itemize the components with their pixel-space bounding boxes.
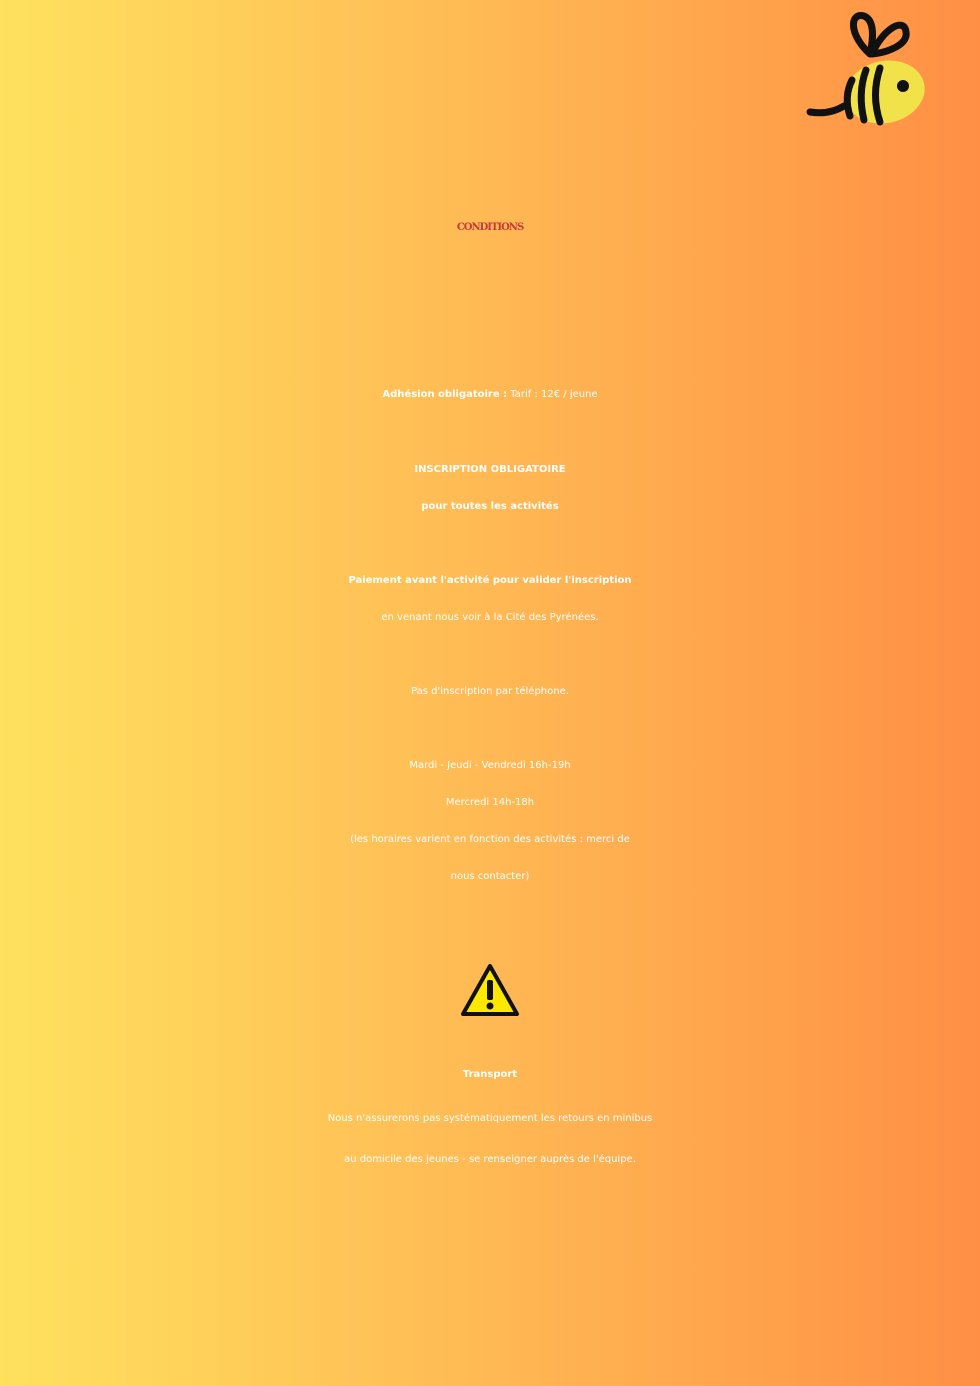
- paiement-bold: Paiement avant l'activité pour valider l'inscription: [348, 575, 632, 586]
- adhesion-label: Adhésion obligatoire :: [382, 389, 508, 400]
- adhesion-line: [0, 376, 980, 413]
- bee-icon: [800, 8, 930, 133]
- inscription-subtitle: pour toutes les activités: [421, 501, 559, 512]
- horaires-line-2: Mercredi 14h-18h: [445, 797, 535, 808]
- inscription-title: INSCRIPTION OBLIGATOIRE: [414, 464, 566, 475]
- adhesion-tarif: Tarif : 12€ / jeune: [507, 389, 598, 400]
- paiement-detail: en venant nous voir à la Cité des Pyrénées.: [381, 612, 599, 623]
- transport-title: Transport: [462, 1069, 518, 1080]
- telephone-notice: Pas d'inscription par téléphone.: [411, 686, 569, 697]
- page-title: CONDITIONS: [456, 222, 524, 233]
- horaires-line-1: Mardi - Jeudi - Vendredi 16h-19h: [409, 760, 571, 771]
- warning-icon: [459, 962, 521, 1018]
- transport-line-2: au domicile des jeunes - se renseigner auprès de l'équipe.: [344, 1154, 636, 1165]
- transport-line-1: Nous n'assurerons pas systématiquement les retours en minibus: [327, 1113, 653, 1124]
- horaires-line-4: nous contacter): [450, 871, 530, 882]
- horaires-line-3: (les horaires varient en fonction des activités : merci de: [350, 834, 630, 845]
